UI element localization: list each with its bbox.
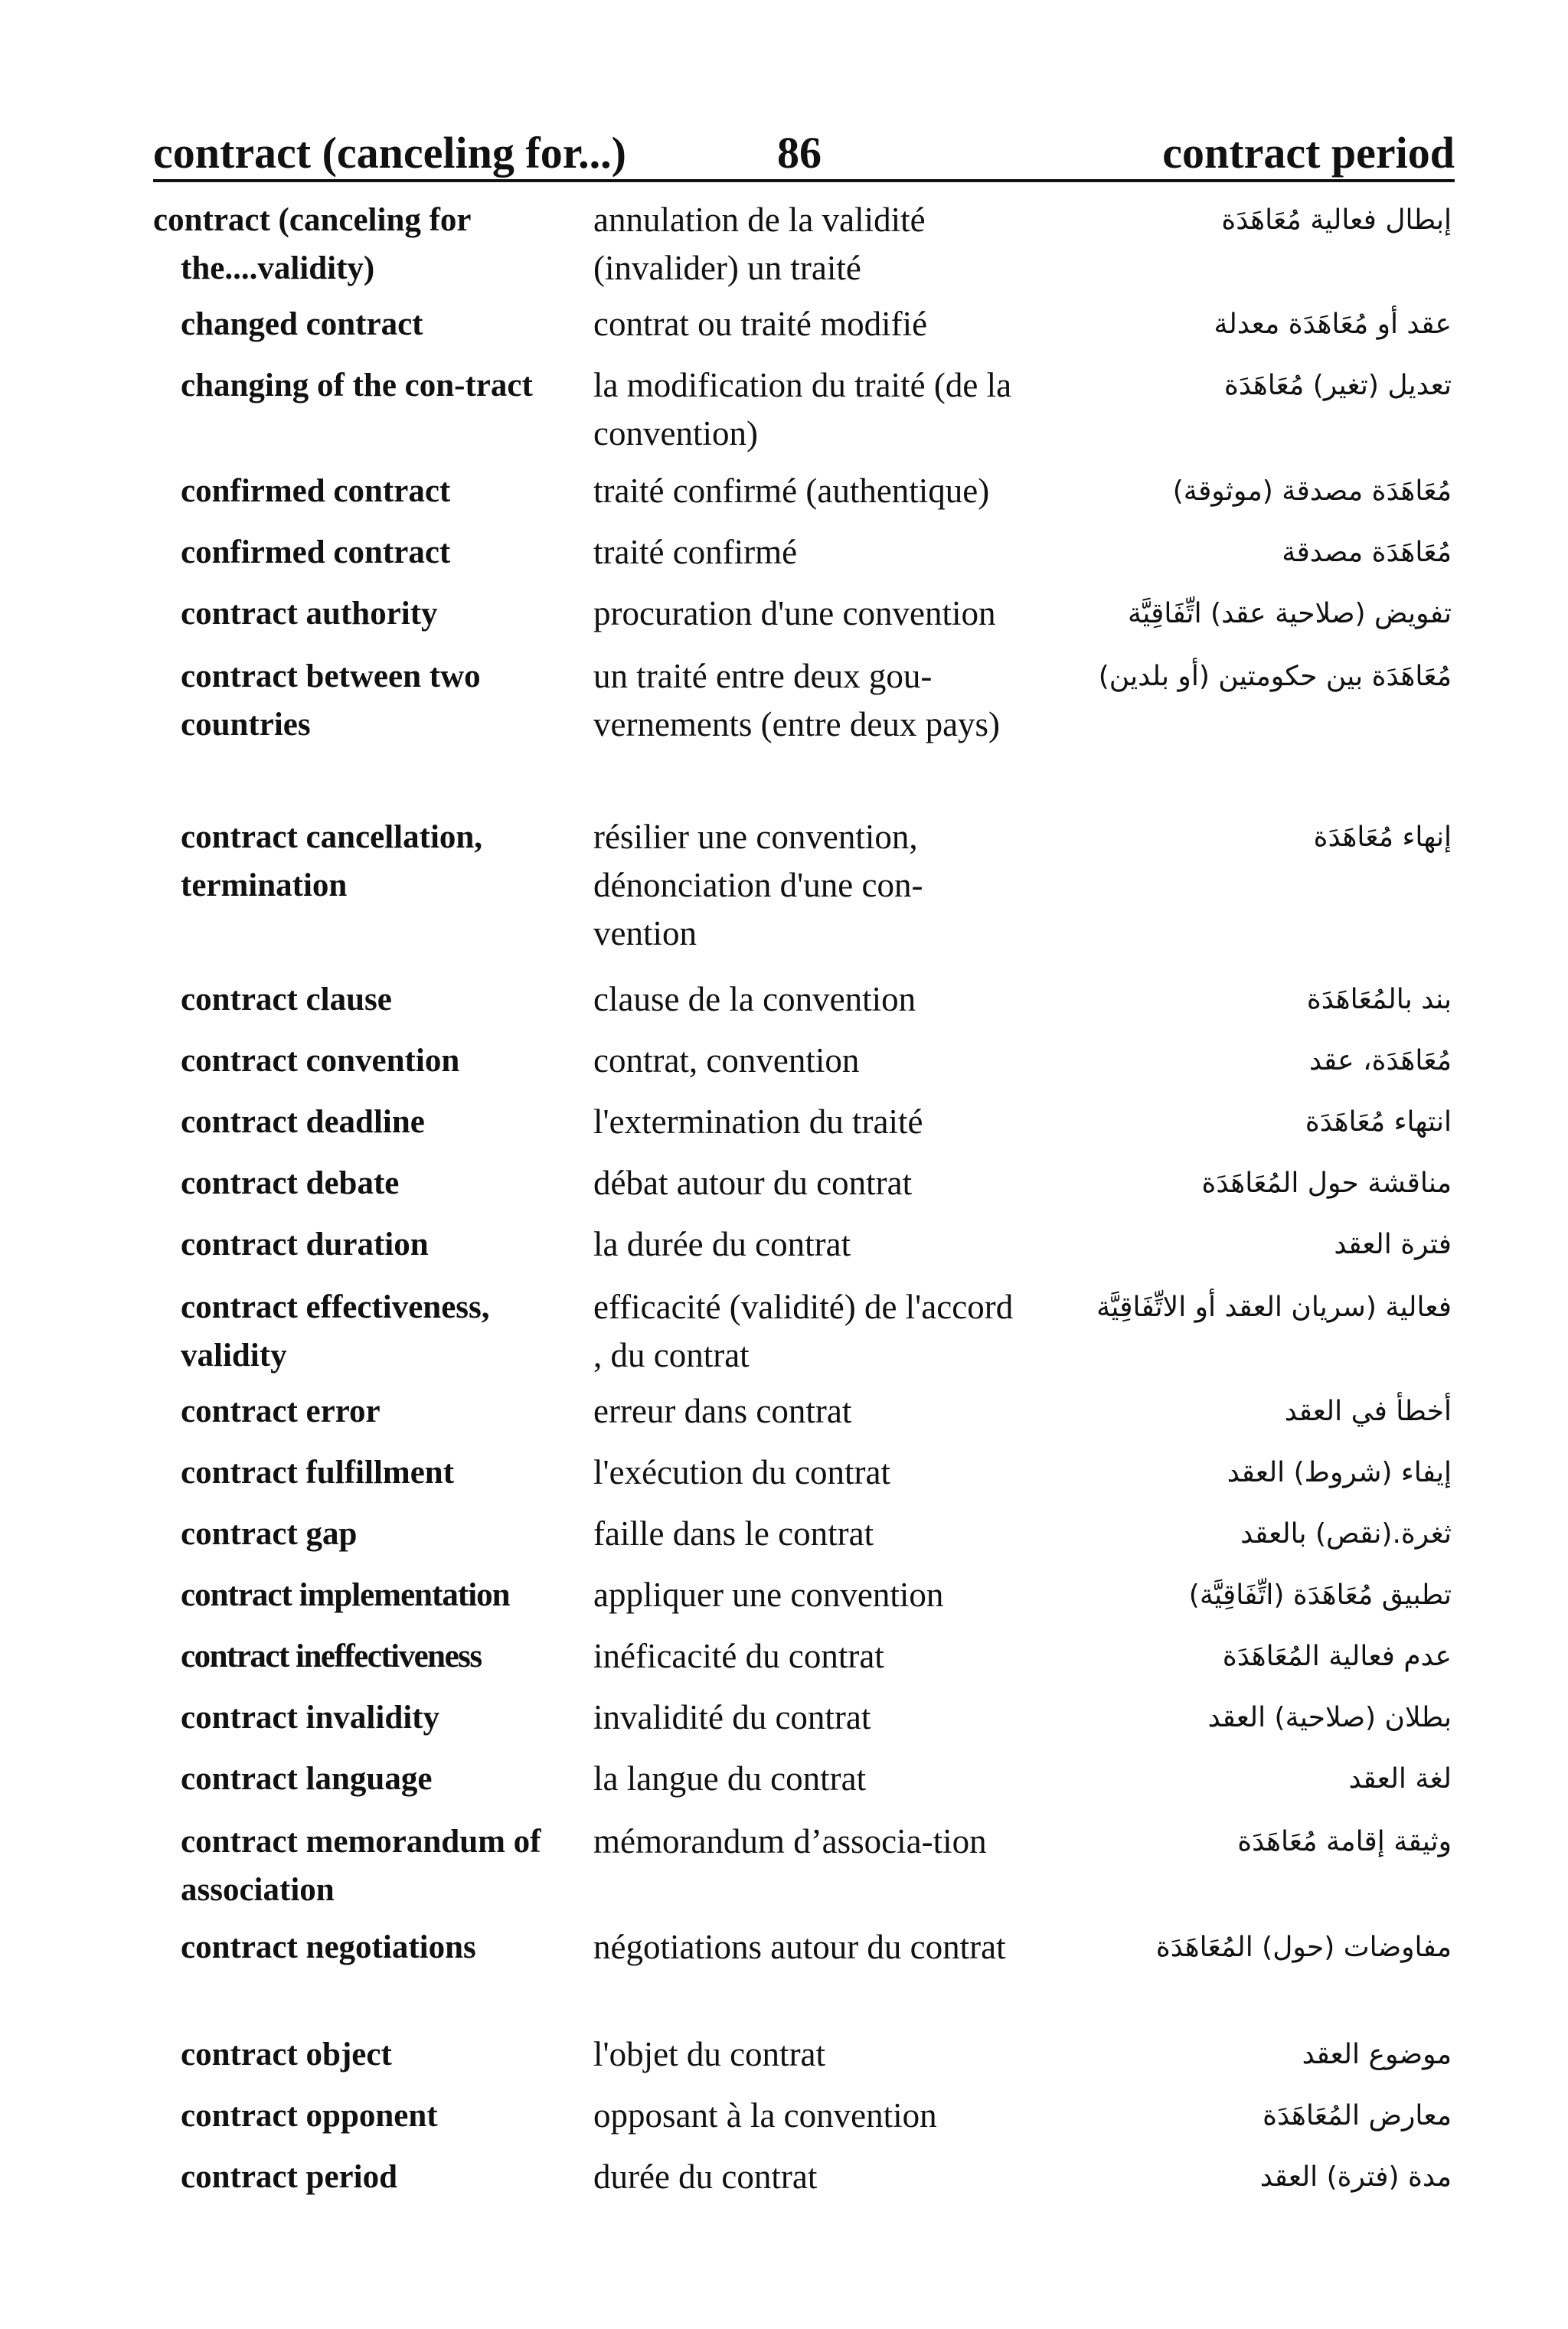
english-term: contract clause	[181, 982, 392, 1018]
english-term: contract period	[181, 2159, 398, 2195]
english-term: contract negotiations	[181, 1929, 476, 1965]
arabic-translation: ثغرة.(نقص) بالعقد	[1240, 1518, 1452, 1550]
english-term	[153, 196, 567, 292]
french-translation: un traité entre deux gou-vernements (entre deux pays)	[593, 657, 1001, 743]
arabic-translation: بند بالمُعَاهَدَة	[1306, 984, 1452, 1015]
french-translation: erreur dans contrat	[593, 1392, 852, 1430]
french-translation: contrat, convention	[593, 1041, 860, 1080]
arabic-translation: معارض المُعَاهَدَة	[1263, 2100, 1452, 2131]
french-translation: clause de la convention	[593, 980, 916, 1018]
french-translation: contrat ou traité modifié	[593, 305, 928, 343]
arabic-translation: عقد أو مُعَاهَدَة معدلة	[1214, 309, 1452, 340]
arabic-translation: مُعَاهَدَة مصدقة (موثوقة)	[1172, 475, 1452, 507]
english-term: contract effectiveness, validity	[181, 1289, 490, 1374]
english-term-line: contract (canceling for	[153, 202, 472, 238]
english-term: contract ineffectiveness	[181, 1638, 482, 1674]
french-translation: l'objet du contrat	[593, 2035, 826, 2073]
french-translation: l'exécution du contrat	[593, 1453, 890, 1491]
english-term: contract memorandum of association	[181, 1824, 541, 1908]
arabic-translation: أخطأ في العقد	[1284, 1396, 1452, 1427]
arabic-translation: مُعَاهَدَة بين حكومتين (أو بلدين)	[1098, 661, 1452, 692]
english-term: confirmed contract	[181, 534, 451, 570]
arabic-translation: لغة العقد	[1348, 1763, 1452, 1795]
arabic-translation: مدة (فترة) العقد	[1259, 2161, 1452, 2193]
english-term: contract between two countries	[181, 658, 481, 743]
french-translation: traité confirmé	[593, 533, 798, 571]
arabic-translation: انتهاء مُعَاهَدَة	[1305, 1106, 1452, 1138]
arabic-translation: تفويض (صلاحية عقد) اتِّفَاقِيَّة	[1128, 598, 1452, 629]
french-translation: annulation de la validité (invalider) un traité	[593, 201, 926, 287]
english-term: contract authority	[181, 596, 438, 632]
arabic-translation: إنهاء مُعَاهَدَة	[1313, 822, 1452, 853]
arabic-translation: فترة العقد	[1334, 1229, 1452, 1260]
arabic-translation: عدم فعالية المُعَاهَدَة	[1222, 1641, 1452, 1672]
french-translation: durée du contrat	[593, 2158, 818, 2196]
english-term: contract debate	[181, 1165, 400, 1201]
page-number: 86	[777, 128, 822, 178]
french-translation: procuration d'une convention	[593, 594, 996, 632]
french-translation: mémorandum d’associa-tion	[593, 1822, 987, 1860]
arabic-translation: إيفاء (شروط) العقد	[1227, 1457, 1452, 1488]
english-term: contract fulfillment	[181, 1455, 455, 1491]
running-head-left: contract (canceling for...)	[153, 128, 626, 178]
french-translation: invalidité du contrat	[593, 1698, 871, 1736]
header-rule	[153, 179, 1455, 182]
french-translation: la modification du traité (de la convention)	[593, 366, 1012, 452]
french-translation: efficacité (validité) de l'accord , du contrat	[593, 1288, 1014, 1374]
french-translation: inéficacité du contrat	[593, 1637, 884, 1675]
arabic-translation: مُعَاهَدَة، عقد	[1308, 1045, 1452, 1076]
english-term: contract invalidity	[181, 1700, 439, 1736]
french-translation: résilier une convention, dénonciation d'une con-vention	[593, 818, 923, 952]
arabic-translation: تعديل (تغير) مُعَاهَدَة	[1223, 370, 1452, 401]
french-translation: négotiations autour du contrat	[593, 1928, 1006, 1966]
english-term: contract object	[181, 2037, 392, 2073]
arabic-translation: فعالية (سريان العقد أو الاتِّفَاقِيَّة	[1096, 1292, 1452, 1323]
english-term: contract error	[181, 1393, 381, 1429]
english-term: contract convention	[181, 1043, 460, 1079]
french-translation: faille dans le contrat	[593, 1514, 874, 1553]
english-term: contract gap	[181, 1516, 358, 1552]
english-term-continuation: the....validity)	[181, 250, 375, 286]
arabic-translation: تطبيق مُعَاهَدَة (اتِّفَاقِيَّة)	[1188, 1579, 1452, 1611]
running-head-right: contract period	[1162, 128, 1455, 178]
french-translation: appliquer une convention	[593, 1576, 944, 1614]
arabic-translation: وثيقة إقامة مُعَاهَدَة	[1237, 1826, 1452, 1857]
english-term: changed contract	[181, 306, 423, 342]
arabic-translation: مُعَاهَدَة مصدقة	[1282, 537, 1452, 568]
english-term: confirmed contract	[181, 473, 451, 509]
english-term: contract implementation	[181, 1577, 510, 1613]
french-translation: opposant à la convention	[593, 2096, 937, 2135]
french-translation: la langue du contrat	[593, 1759, 867, 1798]
arabic-translation: مناقشة حول المُعَاهَدَة	[1201, 1168, 1452, 1199]
french-translation: traité confirmé (authentique)	[593, 472, 990, 510]
english-term: changing of the con-tract	[181, 367, 533, 403]
arabic-translation: مفاوضات (حول) المُعَاهَدَة	[1155, 1932, 1452, 1963]
arabic-translation: بطلان (صلاحية) العقد	[1207, 1702, 1452, 1733]
french-translation: débat autour du contrat	[593, 1164, 913, 1202]
french-translation: la durée du contrat	[593, 1225, 851, 1263]
english-term: contract language	[181, 1761, 433, 1797]
arabic-translation: موضوع العقد	[1302, 2039, 1452, 2070]
english-term: contract opponent	[181, 2098, 438, 2134]
page-header	[153, 127, 1455, 188]
french-translation: l'extermination du traité	[593, 1102, 923, 1141]
arabic-translation: إبطال فعالية مُعَاهَدَة	[1221, 204, 1452, 236]
english-term: contract cancellation, termination	[181, 819, 483, 903]
english-term: contract deadline	[181, 1104, 425, 1140]
english-term: contract duration	[181, 1227, 429, 1262]
